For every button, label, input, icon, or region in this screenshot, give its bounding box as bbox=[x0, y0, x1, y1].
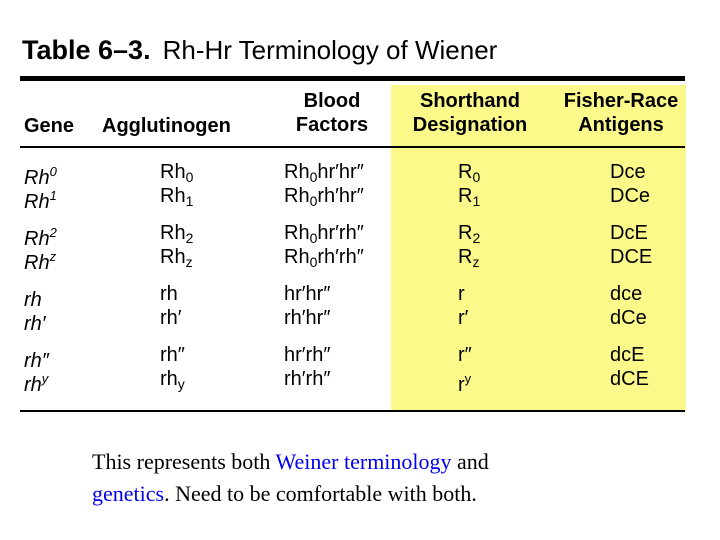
shorthand-index: 1 bbox=[472, 193, 481, 209]
blood-factors-subscript: 0 bbox=[309, 169, 318, 185]
gene-superscript: z bbox=[49, 249, 57, 264]
weiner-terminology-link[interactable]: Weiner terminology bbox=[275, 449, 452, 474]
agglutinogen-base: rh bbox=[160, 283, 178, 305]
genetics-link[interactable]: genetics bbox=[92, 481, 165, 506]
gene-base: Rh bbox=[24, 167, 50, 189]
header-blood-factors bbox=[285, 89, 379, 137]
table-row bbox=[0, 343, 720, 372]
header-shorthand bbox=[405, 89, 535, 137]
shorthand-cell bbox=[458, 367, 471, 397]
agglutinogen-cell bbox=[160, 367, 185, 396]
blood-factors-subscript: 0 bbox=[309, 193, 318, 209]
header-agglutinogen: Agglutinogen bbox=[102, 115, 231, 137]
gene-base: Rh bbox=[24, 191, 50, 213]
shorthand-index: 2 bbox=[472, 230, 481, 246]
table-title-text: Rh-Hr Terminology of Wiener bbox=[162, 35, 498, 65]
agglutinogen-base: Rh bbox=[160, 246, 186, 268]
table-top-rule bbox=[20, 76, 685, 81]
agglutinogen-base: rh bbox=[160, 368, 178, 390]
blood-factors-rest: hr′rh″ bbox=[317, 222, 364, 244]
gene-superscript: 0 bbox=[49, 164, 57, 179]
agglutinogen-subscript: 2 bbox=[185, 230, 194, 246]
blood-factors-rest: hr′hr″ bbox=[317, 161, 364, 183]
shorthand-index: y bbox=[464, 371, 472, 386]
shorthand-cell bbox=[458, 306, 468, 335]
blood-factors-cell bbox=[284, 184, 364, 213]
blood-factors-rest: rh′hr″ bbox=[317, 185, 364, 207]
header-fisher-line2: Antigens bbox=[578, 114, 664, 136]
table-row bbox=[0, 184, 720, 213]
table-title-number: Table 6–3. bbox=[22, 35, 151, 65]
shorthand-base: R bbox=[458, 161, 473, 183]
gene-base: rh bbox=[24, 374, 42, 396]
table-title bbox=[22, 35, 497, 67]
gene-base: rh″ bbox=[24, 350, 49, 372]
header-fisher-race bbox=[560, 89, 682, 137]
shorthand-base: R bbox=[458, 185, 473, 207]
agglutinogen-cell bbox=[160, 306, 182, 335]
shorthand-base: R bbox=[458, 222, 473, 244]
shorthand-base: r bbox=[458, 283, 465, 305]
table-row bbox=[0, 245, 720, 274]
blood-factors-subscript: 0 bbox=[309, 230, 318, 246]
shorthand-base: r′ bbox=[458, 307, 469, 329]
blood-factors-cell bbox=[284, 367, 330, 396]
blood-factors-cell bbox=[284, 245, 364, 274]
agglutinogen-base: Rh bbox=[160, 222, 186, 244]
shorthand-cell bbox=[458, 184, 480, 213]
agglutinogen-base: rh′ bbox=[160, 307, 182, 329]
blood-factors-base: Rh bbox=[284, 185, 310, 207]
table-row bbox=[0, 367, 720, 396]
blood-factors-base: Rh bbox=[284, 222, 310, 244]
blood-factors-base: rh′rh″ bbox=[284, 368, 331, 390]
gene-base: Rh bbox=[24, 228, 50, 250]
gene-superscript: 2 bbox=[49, 225, 57, 240]
gene-superscript: 1 bbox=[49, 188, 57, 203]
header-fisher-line1: Fisher-Race bbox=[563, 90, 679, 112]
agglutinogen-subscript: z bbox=[185, 254, 193, 270]
gene-cell bbox=[24, 184, 57, 214]
gene-base: rh′ bbox=[24, 313, 46, 335]
agglutinogen-cell bbox=[160, 245, 193, 274]
agglutinogen-base: Rh bbox=[160, 185, 186, 207]
shorthand-base: r″ bbox=[458, 344, 472, 366]
blood-factors-subscript: 0 bbox=[309, 254, 318, 270]
fisher-race-cell: dCE bbox=[610, 368, 649, 390]
agglutinogen-subscript: y bbox=[177, 376, 185, 392]
header-blood-line1: Blood bbox=[303, 90, 361, 112]
caption bbox=[92, 446, 652, 510]
agglutinogen-subscript: 0 bbox=[185, 169, 194, 185]
agglutinogen-subscript: 1 bbox=[185, 193, 194, 209]
agglutinogen-cell bbox=[160, 184, 193, 213]
shorthand-index: z bbox=[472, 254, 480, 270]
blood-factors-rest: rh′rh″ bbox=[317, 246, 364, 268]
blood-factors-base: rh′hr″ bbox=[284, 307, 331, 329]
table-row bbox=[0, 306, 720, 335]
blood-factors-base: hr′rh″ bbox=[284, 344, 331, 366]
table-row bbox=[0, 282, 720, 311]
fisher-race-cell: DCe bbox=[610, 185, 651, 207]
gene-cell bbox=[24, 367, 48, 397]
fisher-race-cell: DCE bbox=[610, 246, 653, 268]
table-bottom-rule bbox=[20, 410, 685, 412]
fisher-race-cell: DcE bbox=[610, 222, 648, 244]
blood-factors-base: hr′hr″ bbox=[284, 283, 331, 305]
gene-cell bbox=[24, 306, 46, 336]
header-shorthand-line2: Designation bbox=[412, 114, 528, 136]
blood-factors-cell bbox=[284, 306, 330, 335]
shorthand-base: r bbox=[458, 374, 465, 396]
shorthand-base: R bbox=[458, 246, 473, 268]
fisher-race-cell: dce bbox=[610, 283, 643, 305]
table-row bbox=[0, 221, 720, 250]
fisher-race-cell: Dce bbox=[610, 161, 646, 183]
agglutinogen-base: Rh bbox=[160, 161, 186, 183]
blood-factors-base: Rh bbox=[284, 161, 310, 183]
caption-text-3: . Need to be comfortable with both. bbox=[164, 481, 477, 506]
header-gene: Gene bbox=[24, 115, 75, 137]
shorthand-index: 0 bbox=[472, 169, 481, 185]
header-shorthand-line1: Shorthand bbox=[420, 90, 520, 112]
gene-cell bbox=[24, 245, 56, 275]
gene-base: rh bbox=[24, 289, 42, 311]
gene-base: Rh bbox=[24, 252, 50, 274]
table-header-rule bbox=[20, 146, 685, 148]
fisher-race-cell: dCe bbox=[610, 307, 647, 329]
table-row bbox=[0, 160, 720, 189]
header-blood-line2: Factors bbox=[295, 114, 369, 136]
blood-factors-base: Rh bbox=[284, 246, 310, 268]
caption-text-1: This represents both bbox=[92, 449, 276, 474]
caption-text-2: and bbox=[451, 449, 489, 474]
shorthand-cell bbox=[458, 245, 479, 274]
agglutinogen-base: rh″ bbox=[160, 344, 185, 366]
fisher-race-cell: dcE bbox=[610, 344, 645, 366]
gene-superscript: y bbox=[41, 371, 49, 386]
